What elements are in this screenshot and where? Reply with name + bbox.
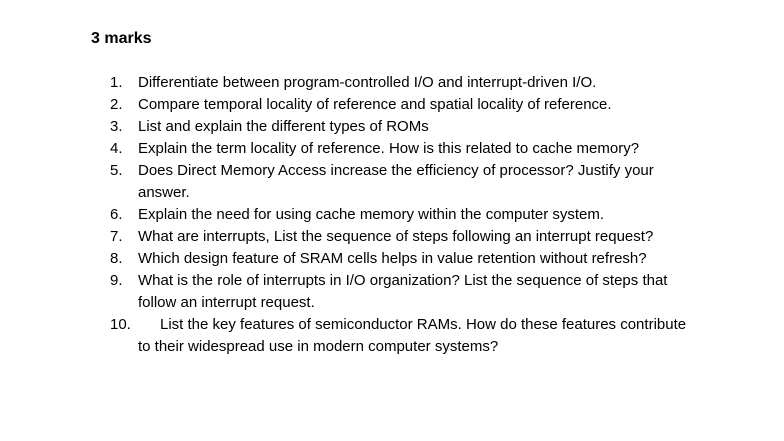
section-heading: 3 marks <box>91 30 152 47</box>
question-text: What are interrupts, List the sequence of steps following an interrupt request? <box>138 228 654 245</box>
question-text: List the key features of semiconductor RAMs. How do these features contribute to their widespread use in modern computer systems? <box>138 316 687 355</box>
question-item-9 <box>110 270 700 314</box>
question-item-10 <box>110 314 700 358</box>
question-number: 9. <box>110 272 123 289</box>
question-number: 1. <box>110 74 123 91</box>
question-item-2 <box>110 94 700 116</box>
question-number: 2. <box>110 96 123 113</box>
question-item-7 <box>110 226 700 248</box>
question-text: Differentiate between program-controlled I/O and interrupt-driven I/O. <box>138 74 597 91</box>
question-text: Explain the need for using cache memory within the computer system. <box>138 206 605 223</box>
question-number: 3. <box>110 118 123 135</box>
question-item-5 <box>110 160 700 204</box>
question-number: 10. <box>110 316 131 333</box>
question-number: 5. <box>110 162 123 179</box>
question-text: Compare temporal locality of reference and spatial locality of reference. <box>138 96 612 113</box>
question-number: 4. <box>110 140 123 157</box>
question-list <box>110 72 700 358</box>
question-text: List and explain the different types of ROMs <box>138 118 429 135</box>
question-item-6 <box>110 204 700 226</box>
question-number: 6. <box>110 206 123 223</box>
question-number: 7. <box>110 228 123 245</box>
question-text: Which design feature of SRAM cells helps in value retention without refresh? <box>138 250 647 267</box>
question-item-8 <box>110 248 700 270</box>
question-item-4 <box>110 138 700 160</box>
question-text: Explain the term locality of reference. How is this related to cache memory? <box>138 140 640 157</box>
question-item-1 <box>110 72 700 94</box>
question-text: Does Direct Memory Access increase the efficiency of processor? Justify your answer. <box>138 162 654 201</box>
question-text: What is the role of interrupts in I/O organization? List the sequence of steps that follow an interrupt request. <box>138 272 668 311</box>
question-item-3 <box>110 116 700 138</box>
question-number: 8. <box>110 250 123 267</box>
